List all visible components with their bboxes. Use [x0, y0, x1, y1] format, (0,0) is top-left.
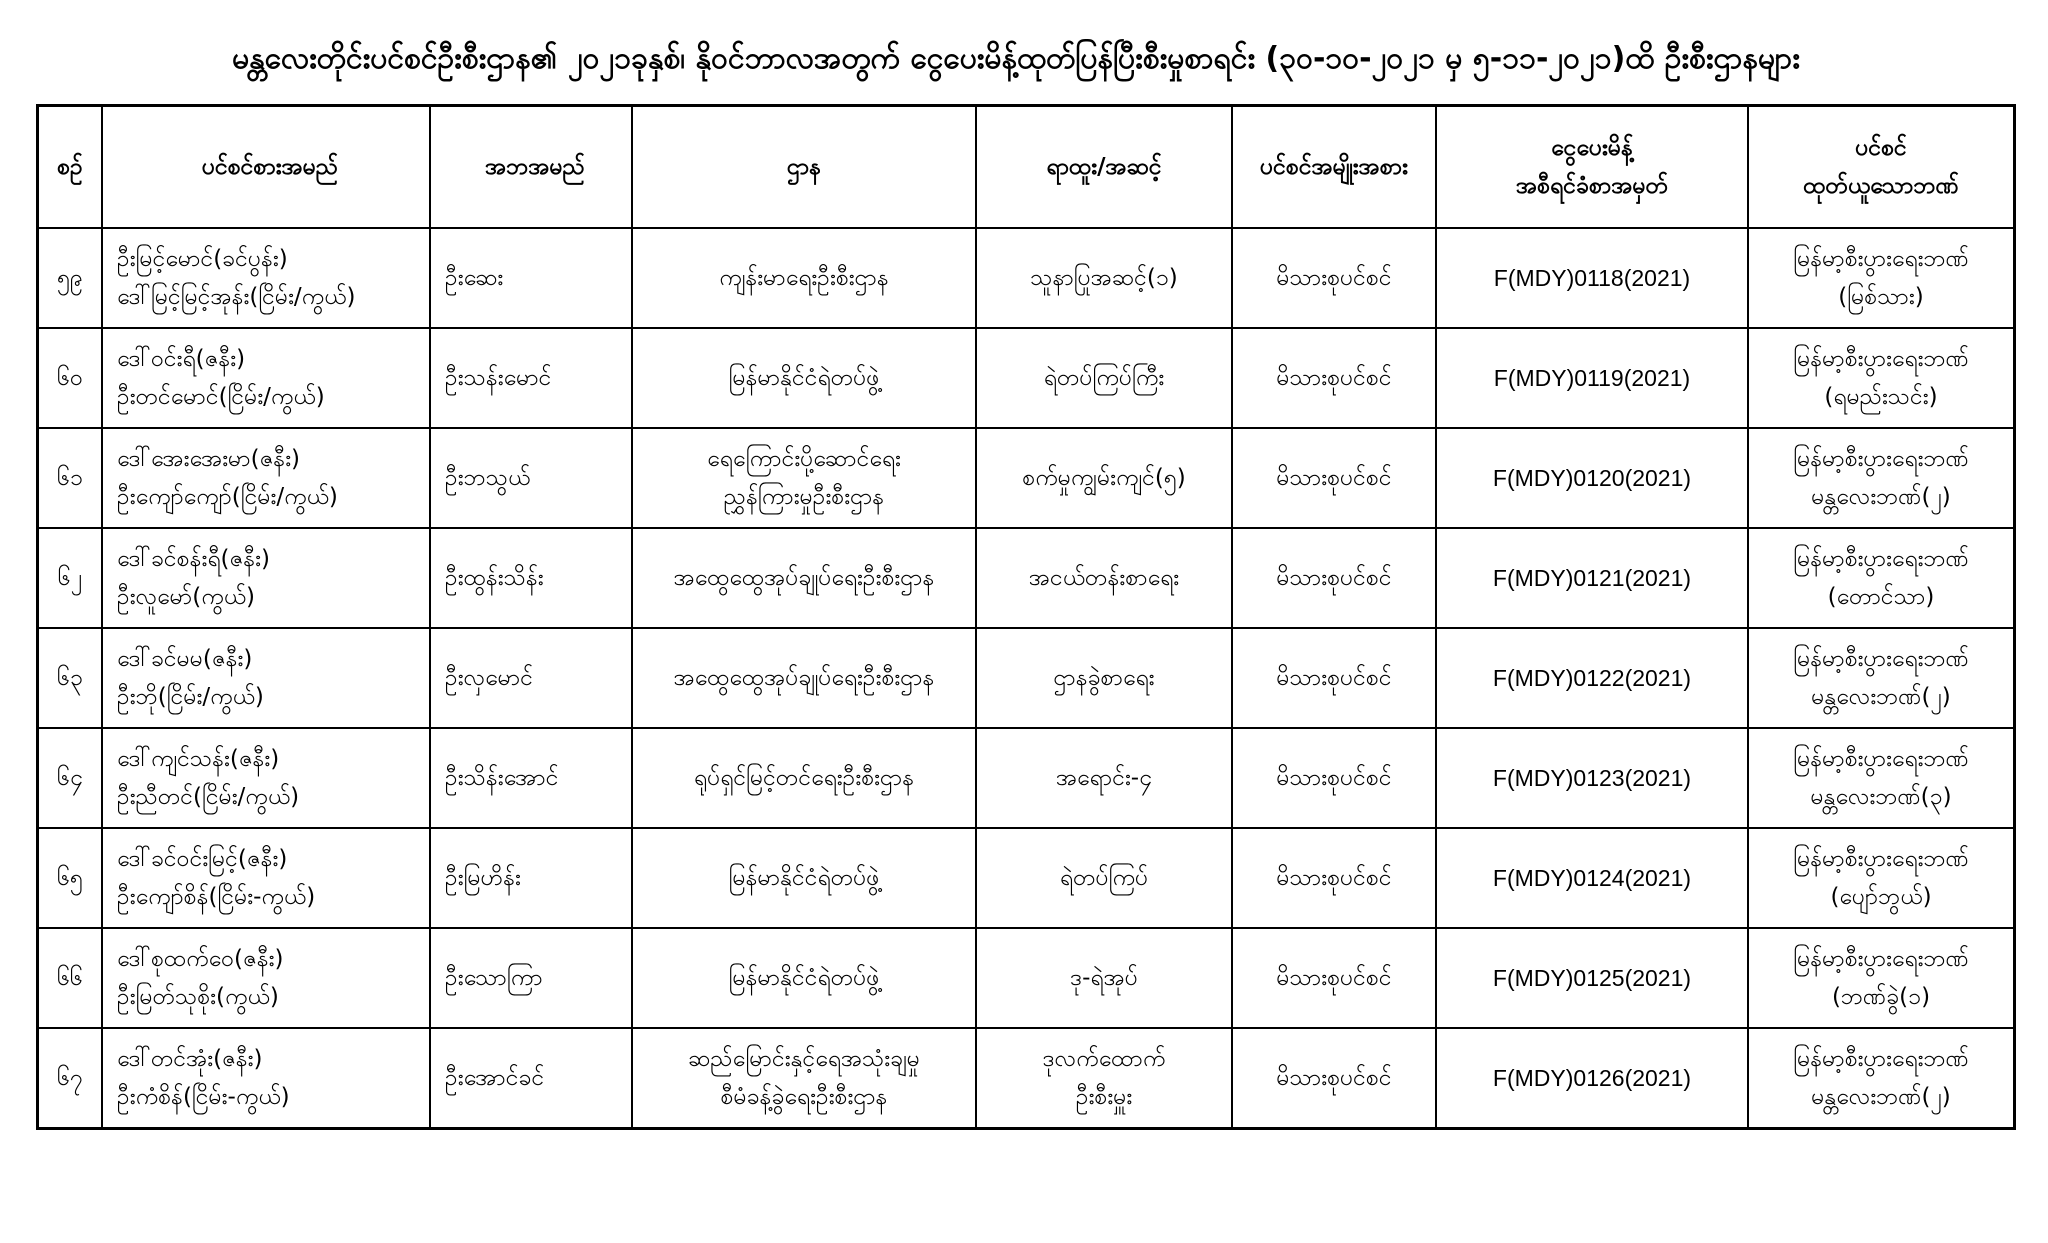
row-department — [632, 428, 976, 528]
row-pension-type: မိသားစုပင်စင် — [1232, 328, 1436, 428]
row-bank-line1: မြန်မာ့စီးပွားရေးဘဏ် — [1793, 546, 1969, 572]
page-title: မန္တလေးတိုင်းပင်စင်ဦးစီးဌာန၏ ၂၀၂၁ခုနှစ်၊ နိုဝင်ဘာလအတွက် ငွေပေးမိန့်ထုတ်ပြန်ပြီးစီးမှုစာရင်း (၃၀-၁၀-၂၀၂၁ မှ ၅-၁၁-၂၀၂၁)ထိ ဦးစီးဌာနများ — [232, 41, 1800, 76]
row-rank — [976, 428, 1232, 528]
row-order-code: F(MDY)0124(2021) — [1436, 828, 1748, 928]
row-name-line1: ဒေါ်ခင်စန်းရီ(ဇနီး) — [117, 546, 270, 572]
row-father: ဦးထွန်းသိန်း — [430, 528, 632, 628]
pension-table — [36, 104, 2016, 1130]
row-name — [102, 1028, 430, 1129]
row-rank — [976, 728, 1232, 828]
row-no: ၆၁ — [38, 428, 103, 528]
row-order-code: F(MDY)0126(2021) — [1436, 1028, 1748, 1129]
row-rank-line1: အငယ်တန်းစာရေး — [1028, 565, 1180, 591]
row-rank-line2: ဦးစီးမှူး — [1075, 1084, 1133, 1110]
header-pension-type: ပင်စင်အမျိုးအစား — [1232, 106, 1436, 229]
row-father: ဦးသောကြာ — [430, 928, 632, 1028]
row-rank — [976, 1028, 1232, 1129]
table-row — [38, 928, 2015, 1028]
row-rank-line1: ရဲတပ်ကြပ်ကြီး — [1043, 365, 1165, 391]
row-name — [102, 828, 430, 928]
header-order-code-line1: ငွေပေးမိန့် — [1551, 135, 1633, 161]
row-bank-line1: မြန်မာ့စီးပွားရေးဘဏ် — [1793, 346, 1969, 372]
row-no: ၆၅ — [38, 828, 103, 928]
row-department — [632, 1028, 976, 1129]
row-rank — [976, 328, 1232, 428]
row-department-line1: အထွေထွေအုပ်ချုပ်ရေးဦးစီးဌာန — [673, 665, 935, 691]
table-row — [38, 1028, 2015, 1129]
row-order-code: F(MDY)0125(2021) — [1436, 928, 1748, 1028]
row-rank-line1: ဒုလက်ထောက် — [1042, 1046, 1166, 1072]
row-department — [632, 528, 976, 628]
row-no: ၆၆ — [38, 928, 103, 1028]
row-name-line2: ဦးဘို(ငြိမ်း/ကွယ်) — [117, 684, 264, 710]
header-name: ပင်စင်စားအမည် — [102, 106, 430, 229]
row-bank-line1: မြန်မာ့စီးပွားရေးဘဏ် — [1793, 246, 1969, 272]
row-name-line2: ဦးကျော်စိန်(ငြိမ်း-ကွယ်) — [117, 884, 316, 910]
row-name-line1: ဒေါ်အေးအေးမာ(ဇနီး) — [117, 446, 301, 472]
row-bank-line2: (ရမည်းသင်း) — [1824, 384, 1938, 410]
table-body — [38, 228, 2015, 1129]
header-bank — [1748, 106, 2015, 229]
row-name — [102, 428, 430, 528]
table-row — [38, 528, 2015, 628]
row-pension-type: မိသားစုပင်စင် — [1232, 528, 1436, 628]
row-bank-line2: မန္တလေးဘဏ်(၂) — [1811, 1084, 1951, 1110]
row-bank — [1748, 828, 2015, 928]
row-rank — [976, 528, 1232, 628]
row-rank — [976, 828, 1232, 928]
row-no: ၆၄ — [38, 728, 103, 828]
row-bank-line2: မန္တလေးဘဏ်(၂) — [1811, 484, 1951, 510]
row-department-line1: ကျန်းမာရေးဦးစီးဌာန — [719, 265, 889, 291]
row-department-line1: ရုပ်ရှင်မြင့်တင်ရေးဦးစီးဌာန — [693, 765, 915, 791]
row-rank-line1: ဒု-ရဲအုပ် — [1070, 965, 1138, 991]
table-header-row — [38, 106, 2015, 229]
row-name-line2: ဦးညီတင်(ငြိမ်း/ကွယ်) — [117, 784, 300, 810]
row-name-line1: ဒေါ်ဝင်းရီ(ဇနီး) — [117, 346, 246, 372]
header-father: အဘအမည် — [430, 106, 632, 229]
row-bank — [1748, 228, 2015, 328]
row-name-line1: ဒေါ်တင်အုံး(ဇနီး) — [117, 1046, 263, 1072]
row-father: ဦးအောင်ခင် — [430, 1028, 632, 1129]
row-order-code: F(MDY)0122(2021) — [1436, 628, 1748, 728]
header-department: ဌာန — [632, 106, 976, 229]
table-row — [38, 828, 2015, 928]
row-department — [632, 828, 976, 928]
row-father: ဦးဘသွယ် — [430, 428, 632, 528]
row-father: ဦးသန်းမောင် — [430, 328, 632, 428]
table-row — [38, 728, 2015, 828]
row-name — [102, 528, 430, 628]
row-department-line1: အထွေထွေအုပ်ချုပ်ရေးဦးစီးဌာန — [673, 565, 935, 591]
row-department — [632, 328, 976, 428]
row-pension-type: မိသားစုပင်စင် — [1232, 728, 1436, 828]
row-rank-line1: အရောင်း-၄ — [1055, 765, 1153, 791]
row-father: ဦးလှမောင် — [430, 628, 632, 728]
row-order-code: F(MDY)0119(2021) — [1436, 328, 1748, 428]
table-row — [38, 228, 2015, 328]
row-bank-line1: မြန်မာ့စီးပွားရေးဘဏ် — [1793, 446, 1969, 472]
row-bank-line1: မြန်မာ့စီးပွားရေးဘဏ် — [1793, 846, 1969, 872]
row-pension-type: မိသားစုပင်စင် — [1232, 428, 1436, 528]
row-pension-type: မိသားစုပင်စင် — [1232, 228, 1436, 328]
table-row — [38, 428, 2015, 528]
header-bank-line2: ထုတ်ယူသောဘဏ် — [1803, 173, 1959, 199]
row-name-line2: ဦးကျော်ကျော်(ငြိမ်း/ကွယ်) — [117, 484, 338, 510]
row-bank-line2: မန္တလေးဘဏ်(၃) — [1810, 784, 1952, 810]
row-department — [632, 628, 976, 728]
row-father: ဦးသိန်းအောင် — [430, 728, 632, 828]
row-name — [102, 328, 430, 428]
row-name-line1: ဒေါ်ခင်မမ(ဇနီး) — [117, 646, 253, 672]
row-department-line2: စီမံခန့်ခွဲရေးဦးစီးဌာန — [720, 1084, 888, 1110]
row-order-code: F(MDY)0121(2021) — [1436, 528, 1748, 628]
header-order-code — [1436, 106, 1748, 229]
row-pension-type: မိသားစုပင်စင် — [1232, 828, 1436, 928]
row-name-line2: ဒေါ်မြင့်မြင့်အုန်း(ငြိမ်း/ကွယ်) — [117, 284, 356, 310]
row-bank — [1748, 528, 2015, 628]
row-name-line1: ဒေါ်စုထက်ဝေ(ဇနီး) — [117, 946, 284, 972]
row-bank-line2: (တောင်သာ) — [1827, 584, 1935, 610]
row-department — [632, 728, 976, 828]
header-order-code-line2: အစီရင်ခံစာအမှတ် — [1516, 173, 1668, 199]
row-name-line1: ဒေါ်ကျင်သန်း(ဇနီး) — [117, 746, 280, 772]
row-department-line1: ရေကြောင်းပို့ဆောင်ရေး — [707, 446, 901, 472]
row-bank-line2: (ဘဏ်ခွဲ(၁) — [1831, 984, 1931, 1010]
row-pension-type: မိသားစုပင်စင် — [1232, 628, 1436, 728]
row-name-line2: ဦးမြတ်သုစိုး(ကွယ်) — [117, 984, 279, 1010]
row-order-code: F(MDY)0123(2021) — [1436, 728, 1748, 828]
row-no: ၆၀ — [38, 328, 103, 428]
row-name-line2: ဦးလူမော်(ကွယ်) — [117, 584, 256, 610]
row-bank — [1748, 628, 2015, 728]
header-no: စဉ် — [38, 106, 103, 229]
row-department — [632, 228, 976, 328]
row-rank-line1: စက်မှုကျွမ်းကျင်(၅) — [1022, 465, 1186, 491]
row-father: ဦးမြဟိန်း — [430, 828, 632, 928]
header-rank: ရာထူး/အဆင့် — [976, 106, 1232, 229]
row-bank-line2: (မြစ်သား) — [1838, 284, 1924, 310]
row-department-line1: ဆည်မြောင်းနှင့်ရေအသုံးချမှု — [688, 1046, 920, 1072]
row-pension-type: မိသားစုပင်စင် — [1232, 1028, 1436, 1129]
row-department-line1: မြန်မာနိုင်ငံရဲတပ်ဖွဲ့ — [728, 965, 880, 991]
row-bank-line1: မြန်မာ့စီးပွားရေးဘဏ် — [1793, 1046, 1969, 1072]
row-no: ၆၃ — [38, 628, 103, 728]
row-bank — [1748, 928, 2015, 1028]
header-bank-line1: ပင်စင် — [1855, 135, 1907, 161]
row-department-line1: မြန်မာနိုင်ငံရဲတပ်ဖွဲ့ — [728, 865, 880, 891]
row-no: ၆၇ — [38, 1028, 103, 1129]
row-no: ၅၉ — [38, 228, 103, 328]
row-bank-line2: မန္တလေးဘဏ်(၂) — [1811, 684, 1951, 710]
row-rank-line1: ဌာနခွဲစာရေး — [1053, 665, 1155, 691]
row-bank-line1: မြန်မာ့စီးပွားရေးဘဏ် — [1793, 946, 1969, 972]
row-name — [102, 228, 430, 328]
row-department-line1: မြန်မာနိုင်ငံရဲတပ်ဖွဲ့ — [728, 365, 880, 391]
row-name — [102, 728, 430, 828]
row-bank — [1748, 428, 2015, 528]
row-name-line2: ဦးကံစိန်(ငြိမ်း-ကွယ်) — [117, 1084, 290, 1110]
row-bank-line1: မြန်မာ့စီးပွားရေးဘဏ် — [1793, 646, 1969, 672]
row-bank — [1748, 328, 2015, 428]
row-bank — [1748, 1028, 2015, 1129]
row-bank — [1748, 728, 2015, 828]
row-rank — [976, 928, 1232, 1028]
row-name — [102, 928, 430, 1028]
row-name — [102, 628, 430, 728]
row-no: ၆၂ — [38, 528, 103, 628]
row-order-code: F(MDY)0120(2021) — [1436, 428, 1748, 528]
table-row — [38, 628, 2015, 728]
row-order-code: F(MDY)0118(2021) — [1436, 228, 1748, 328]
row-father: ဦးဆေး — [430, 228, 632, 328]
row-bank-line1: မြန်မာ့စီးပွားရေးဘဏ် — [1793, 746, 1969, 772]
row-name-line1: ဒေါ်ခင်ဝင်းမြင့်(ဇနီး) — [117, 846, 288, 872]
row-pension-type: မိသားစုပင်စင် — [1232, 928, 1436, 1028]
row-rank — [976, 628, 1232, 728]
row-department — [632, 928, 976, 1028]
row-name-line1: ဦးမြင့်မောင်(ခင်ပွန်း) — [117, 246, 288, 272]
row-rank — [976, 228, 1232, 328]
row-bank-line2: (ပျော်ဘွယ်) — [1830, 884, 1932, 910]
row-rank-line1: ရဲတပ်ကြပ် — [1059, 865, 1149, 891]
row-rank-line1: သူနာပြုအဆင့်(၁) — [1030, 265, 1178, 291]
table-row — [38, 328, 2015, 428]
row-name-line2: ဦးတင်မောင်(ငြိမ်း/ကွယ်) — [117, 384, 325, 410]
row-department-line2: ညွှန်ကြားမှုဦးစီးဌာန — [723, 484, 885, 510]
